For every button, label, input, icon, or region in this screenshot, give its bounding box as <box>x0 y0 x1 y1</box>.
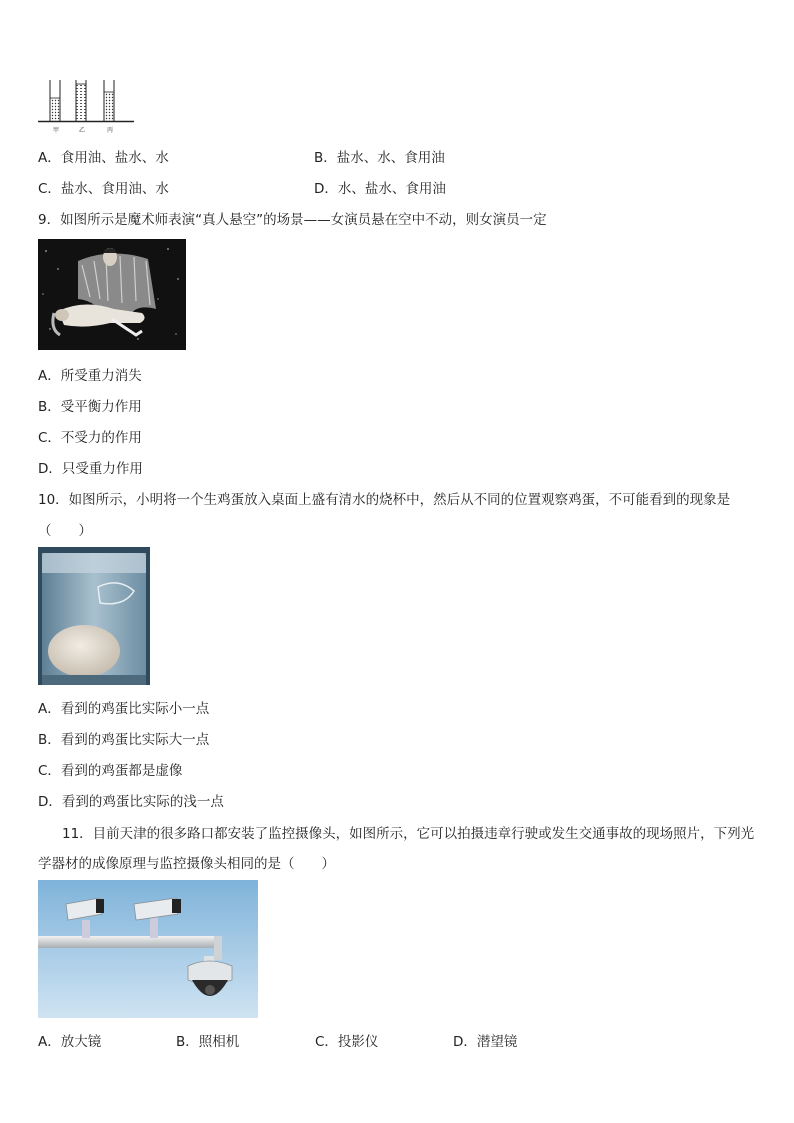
q8-option-d[interactable]: D．水、盐水、食用油 <box>314 181 446 197</box>
q8-option-b[interactable]: B．盐水、水、食用油 <box>314 150 445 166</box>
q8-option-a[interactable]: A．食用油、盐水、水 <box>38 150 169 166</box>
q11-option-c[interactable]: C．投影仪 <box>315 1034 379 1050</box>
q11-stem-line2: 学器材的成像原理与监控摄像头相同的是（ ） <box>38 856 335 872</box>
q9-option-b[interactable]: B．受平衡力作用 <box>38 399 142 415</box>
q10-option-c[interactable]: C．看到的鸡蛋都是虚像 <box>38 763 183 779</box>
egg-beaker-photo <box>38 547 150 685</box>
figure-label-yi: 乙 <box>79 127 86 134</box>
surveillance-camera-photo <box>38 880 258 1018</box>
q10-option-d[interactable]: D．看到的鸡蛋比实际的浅一点 <box>38 794 224 810</box>
figure-label-bing: 丙 <box>107 127 114 134</box>
q10-stem-line1: 10．如图所示，小明将一个生鸡蛋放入桌面上盛有清水的烧杯中，然后从不同的位置观察鸡蛋，不可能看到的现象是 <box>38 492 731 508</box>
figure-label-jia: 甲 <box>53 127 60 134</box>
q10-option-a[interactable]: A．看到的鸡蛋比实际小一点 <box>38 701 210 717</box>
q11-stem-line1: 11．目前天津的很多路口都安装了监控摄像头，如图所示，它可以拍摄违章行驶或发生交通事故的现场照片，下列光 <box>62 826 755 842</box>
q10-option-b[interactable]: B．看到的鸡蛋比实际大一点 <box>38 732 210 748</box>
cylinders-figure <box>36 78 136 136</box>
q9-stem: 9．如图所示是魔术师表演“真人悬空”的场景——女演员悬在空中不动，则女演员一定 <box>38 212 547 228</box>
q9-option-d[interactable]: D．只受重力作用 <box>38 461 143 477</box>
q8-option-c[interactable]: C．盐水、食用油、水 <box>38 181 169 197</box>
q9-option-a[interactable]: A．所受重力消失 <box>38 368 142 384</box>
q11-option-a[interactable]: A．放大镜 <box>38 1034 102 1050</box>
q10-stem-line2: （ ） <box>38 523 92 539</box>
q11-option-b[interactable]: B．照相机 <box>176 1034 240 1050</box>
levitation-photo <box>38 239 186 350</box>
q11-option-d[interactable]: D．潜望镜 <box>453 1034 518 1050</box>
q9-option-c[interactable]: C．不受力的作用 <box>38 430 142 446</box>
